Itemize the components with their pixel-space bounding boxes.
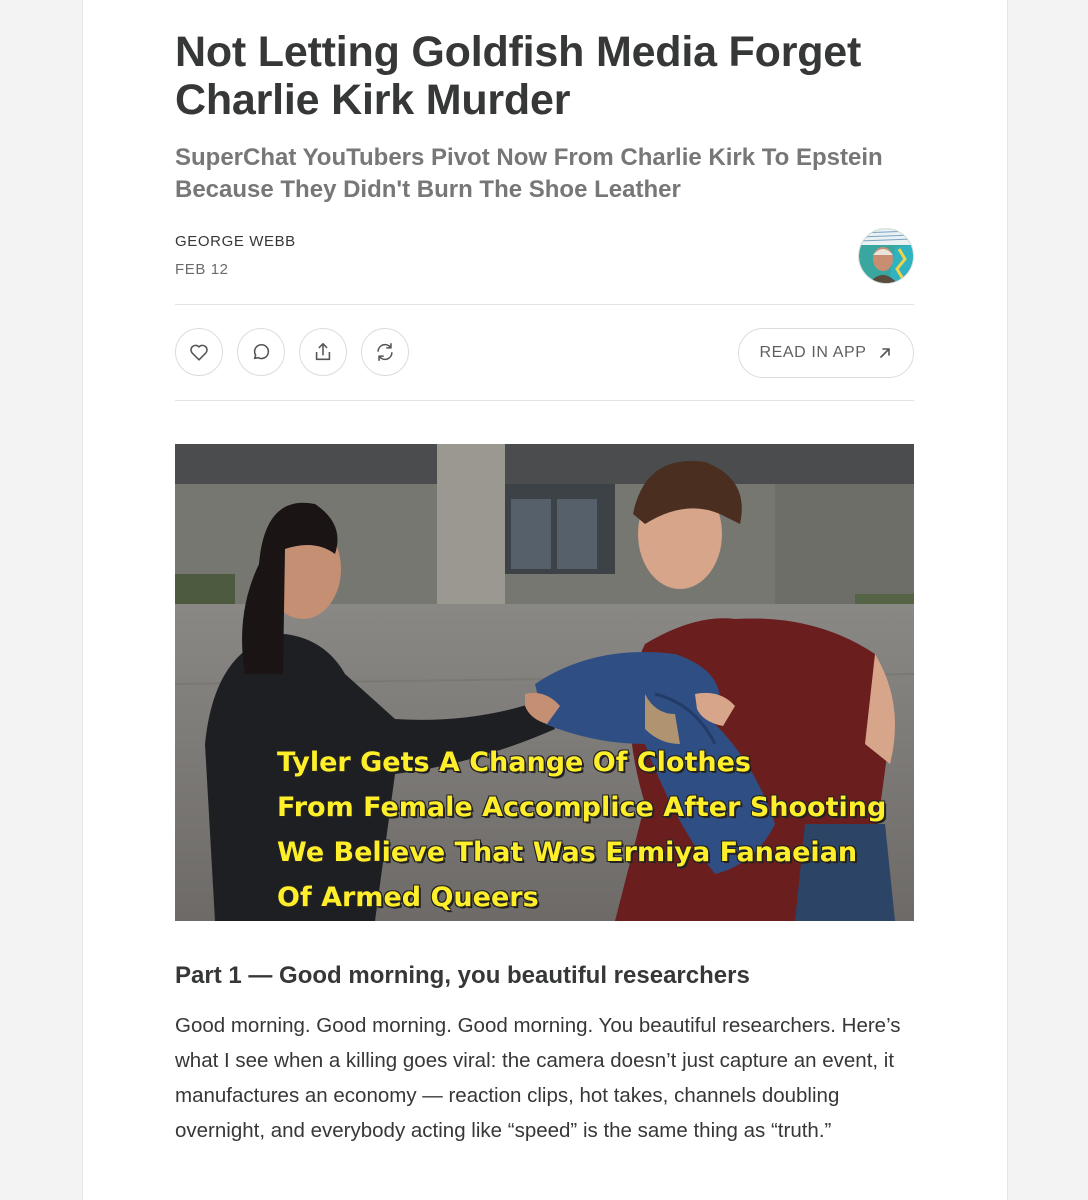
author-name[interactable]: GEORGE WEBB	[175, 233, 296, 250]
arrow-up-right-icon	[877, 345, 893, 361]
read-in-app-button[interactable]	[738, 328, 914, 378]
restack-button[interactable]	[361, 328, 409, 376]
section-heading: Part 1 — Good morning, you beautiful researchers	[175, 962, 750, 989]
article-page	[82, 0, 1008, 1200]
hero-caption	[277, 740, 897, 920]
post-date: FEB 12	[175, 261, 229, 278]
hero-caption-line: We Believe That Was Ermiya Fanaeian	[277, 837, 858, 868]
comment-icon	[250, 341, 272, 363]
like-button[interactable]	[175, 328, 223, 376]
hero-caption-line: From Female Accomplice After Shooting	[277, 792, 887, 823]
heart-icon	[188, 341, 210, 363]
divider-top	[175, 304, 914, 305]
body-paragraph: Good morning. Good morning. Good morning. You beautiful researchers. Here’s what I see when a killing goes viral: the camera doesn’t just capture an event, it manufactures an economy — reaction clips, hot takes, channels doubling overnight, and everybody acting like “speed” is the same thing as “truth.”	[175, 1014, 901, 1142]
comment-button[interactable]	[237, 328, 285, 376]
divider-bottom	[175, 400, 914, 401]
hero-caption-line: Of Armed Queers	[277, 882, 539, 913]
read-in-app-label: READ IN APP	[759, 344, 867, 361]
post-title: Not Letting Goldfish Media Forget Charlie Kirk Murder	[175, 28, 862, 124]
restack-icon	[374, 341, 396, 363]
hero-image[interactable]	[175, 444, 914, 921]
share-icon	[312, 341, 334, 363]
author-avatar[interactable]	[858, 228, 914, 284]
hero-caption-line: Tyler Gets A Change Of Clothes	[277, 747, 751, 778]
share-button[interactable]	[299, 328, 347, 376]
post-subtitle: SuperChat YouTubers Pivot Now From Charlie Kirk To Epstein Because They Didn't Burn The Shoe Leather	[175, 144, 883, 203]
